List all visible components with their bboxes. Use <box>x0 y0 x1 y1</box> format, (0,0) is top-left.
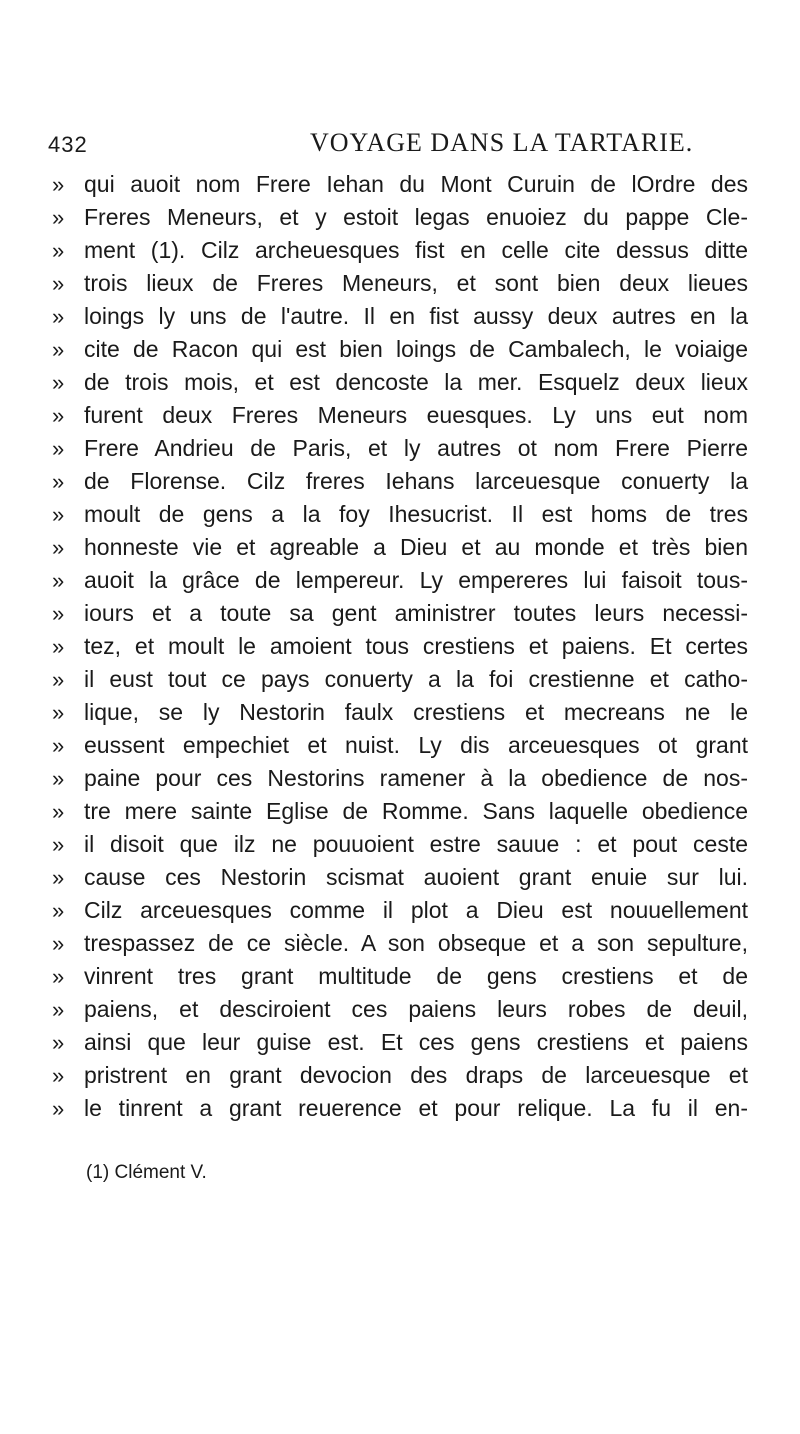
text-line <box>52 597 748 630</box>
quote-mark: » <box>52 568 65 593</box>
line-text: Frere Andrieu de Paris, et ly autres ot nom Frere Pierre <box>84 435 748 461</box>
quote-mark: » <box>52 172 65 197</box>
running-title: VOYAGE DANS LA TARTARIE. <box>310 128 694 157</box>
quote-mark: » <box>52 238 65 263</box>
text-line <box>52 894 748 927</box>
text-line <box>52 168 748 201</box>
quote-mark: » <box>52 436 65 461</box>
page-header <box>48 128 748 162</box>
text-line <box>52 234 748 267</box>
quote-mark: » <box>52 1096 65 1121</box>
quote-mark: » <box>52 337 65 362</box>
line-text: trespassez de ce siècle. A son obseque et a son sepulture, <box>84 930 748 956</box>
text-line <box>52 1059 748 1092</box>
quote-mark: » <box>52 964 65 989</box>
quote-mark: » <box>52 832 65 857</box>
line-text: paiens, et desciroient ces paiens leurs robes de deuil, <box>84 996 748 1022</box>
text-line <box>52 828 748 861</box>
quote-mark: » <box>52 469 65 494</box>
line-text: trois lieux de Freres Meneurs, et sont bien deux lieues <box>84 270 748 296</box>
line-text: ment (1). Cilz archeuesques fist en celle cite dessus ditte <box>84 237 748 263</box>
text-line <box>52 1026 748 1059</box>
quote-mark: » <box>52 700 65 725</box>
text-line <box>52 960 748 993</box>
quote-mark: » <box>52 205 65 230</box>
body-text <box>52 168 748 1125</box>
text-line <box>52 927 748 960</box>
text-line <box>52 696 748 729</box>
line-text: il eust tout ce pays conuerty a la foi crestienne et catho- <box>84 666 748 692</box>
line-text: tre mere sainte Eglise de Romme. Sans laquelle obedience <box>84 798 748 824</box>
text-line <box>52 861 748 894</box>
text-line <box>52 432 748 465</box>
quote-mark: » <box>52 667 65 692</box>
line-text: Freres Meneurs, et y estoit legas enuoiez du pappe Cle- <box>84 204 748 230</box>
quote-mark: » <box>52 370 65 395</box>
quote-mark: » <box>52 271 65 296</box>
line-text: le tinrent a grant reuerence et pour relique. La fu il en- <box>84 1095 748 1121</box>
quote-mark: » <box>52 535 65 560</box>
text-line <box>52 465 748 498</box>
quote-mark: » <box>52 502 65 527</box>
text-line <box>52 564 748 597</box>
line-text: iours et a toute sa gent aministrer toutes leurs necessi- <box>84 600 748 626</box>
line-text: pristrent en grant devocion des draps de larceuesque et <box>84 1062 748 1088</box>
text-line <box>52 531 748 564</box>
text-line <box>52 663 748 696</box>
footnote: (1) Clément V. <box>86 1162 207 1183</box>
text-line <box>52 630 748 663</box>
quote-mark: » <box>52 634 65 659</box>
quote-mark: » <box>52 403 65 428</box>
text-line <box>52 762 748 795</box>
quote-mark: » <box>52 601 65 626</box>
quote-mark: » <box>52 865 65 890</box>
line-text: tez, et moult le amoient tous crestiens et paiens. Et certes <box>84 633 748 659</box>
text-line <box>52 300 748 333</box>
line-text: loings ly uns de l'autre. Il en fist aussy deux autres en la <box>84 303 748 329</box>
page-number: 432 <box>48 132 88 157</box>
line-text: de trois mois, et est dencoste la mer. Esquelz deux lieux <box>84 369 748 395</box>
quote-mark: » <box>52 799 65 824</box>
text-line <box>52 993 748 1026</box>
quote-mark: » <box>52 997 65 1022</box>
quote-mark: » <box>52 733 65 758</box>
line-text: honneste vie et agreable a Dieu et au monde et très bien <box>84 534 748 560</box>
line-text: paine pour ces Nestorins ramener à la obedience de nos- <box>84 765 748 791</box>
line-text: eussent empechiet et nuist. Ly dis arceuesques ot grant <box>84 732 748 758</box>
text-line <box>52 498 748 531</box>
quote-mark: » <box>52 1030 65 1055</box>
line-text: cause ces Nestorin scismat auoient grant enuie sur lui. <box>84 864 748 890</box>
quote-mark: » <box>52 1063 65 1088</box>
line-text: lique, se ly Nestorin faulx crestiens et mecreans ne le <box>84 699 748 725</box>
text-line <box>52 399 748 432</box>
line-text: ainsi que leur guise est. Et ces gens crestiens et paiens <box>84 1029 748 1055</box>
line-text: cite de Racon qui est bien loings de Cambalech, le voiaige <box>84 336 748 362</box>
line-text: il disoit que ilz ne pouuoient estre sauue : et pout ceste <box>84 831 748 857</box>
text-line <box>52 795 748 828</box>
line-text: qui auoit nom Frere Iehan du Mont Curuin de lOrdre des <box>84 171 748 197</box>
line-text: Cilz arceuesques comme il plot a Dieu est nouuellement <box>84 897 748 923</box>
quote-mark: » <box>52 898 65 923</box>
quote-mark: » <box>52 304 65 329</box>
line-text: moult de gens a la foy Ihesucrist. Il est homs de tres <box>84 501 748 527</box>
text-line <box>52 267 748 300</box>
text-line <box>52 201 748 234</box>
text-line <box>52 333 748 366</box>
line-text: de Florense. Cilz freres Iehans larceuesque conuerty la <box>84 468 748 494</box>
quote-mark: » <box>52 766 65 791</box>
text-line <box>52 366 748 399</box>
line-text: furent deux Freres Meneurs euesques. Ly uns eut nom <box>84 402 748 428</box>
text-line <box>52 1092 748 1125</box>
line-text: auoit la grâce de lempereur. Ly empereres lui faisoit tous- <box>84 567 748 593</box>
text-line <box>52 729 748 762</box>
line-text: vinrent tres grant multitude de gens crestiens et de <box>84 963 748 989</box>
quote-mark: » <box>52 931 65 956</box>
